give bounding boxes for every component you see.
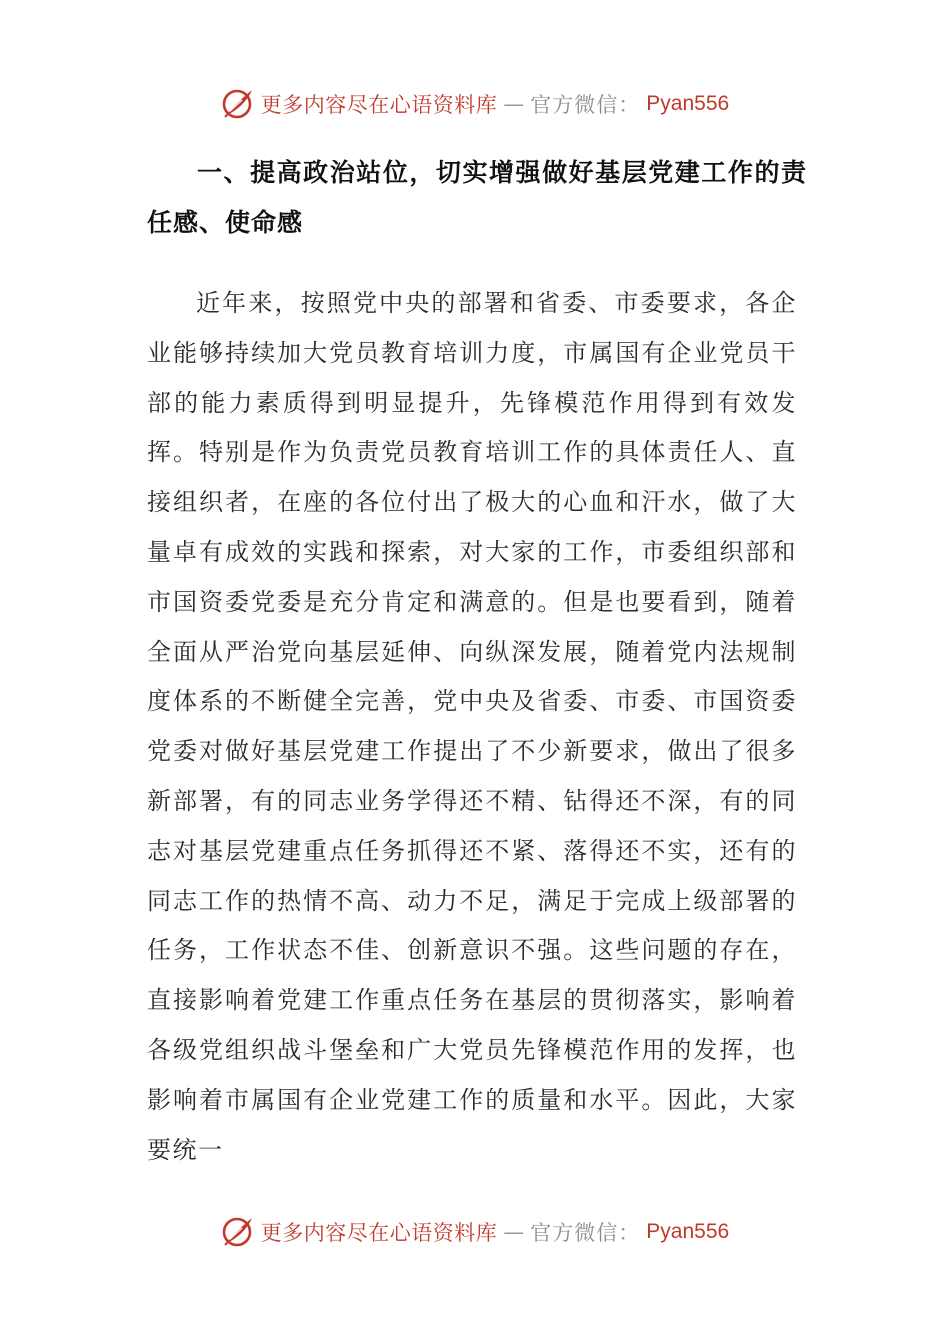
footer-watermark [0, 1212, 950, 1252]
watermark-brand-text: 更多内容尽在心语资料库 [260, 93, 498, 117]
watermark-dash: — [503, 1220, 525, 1244]
watermark-brand-text: 更多内容尽在心语资料库 [260, 1221, 498, 1245]
quill-pen-logo-icon [221, 1215, 255, 1249]
body-paragraph: 近年来，按照党中央的部署和省委、市委要求，各企业能够持续加大党员教育培训力度，市属国有企业党员干部的能力素质得到明显提升，先锋模范作用得到有效发挥。特别是作为负责党员教育培训工作的具体责任人、直接组织者，在座的各位付出了极大的心血和汗水，做了大量卓有成效的实践和探索，对大家的工作，市委组织部和市国资委党委是充分肯定和满意的。但是也要看到，随着全面从严治党向基层延伸、向纵深发展，随着党内法规制度体系的不断健全完善，党中央及省委、市委、市国资委党委对做好基层党建工作提出了不少新要求，做出了很多新部署，有的同志业务学得还不精、钻得还不深，有的同志对基层党建重点任务抓得还不紧、落得还不实，还有的同志工作的热情不高、动力不足，满足于完成上级部署的任务，工作状态不佳、创新意识不强。这些问题的存在，直接影响着党建工作重点任务在基层的贯彻落实，影响着各级党组织战斗堡垒和广大党员先锋模范作用的发挥，也影响着市属国有企业党建工作的质量和水平。因此，大家要统一 [147, 289, 797, 1164]
section-heading: 一、提高政治站位，切实增强做好基层党建工作的责任感、使命感 [147, 158, 807, 237]
watermark-wechat-id: Pyan556 [646, 1220, 730, 1243]
watermark-dash: — [503, 92, 525, 116]
watermark-label: 官方微信： [530, 1221, 641, 1245]
header-watermark [0, 84, 950, 124]
watermark-wechat-id: Pyan556 [646, 92, 730, 115]
watermark-label: 官方微信： [530, 93, 641, 117]
quill-pen-logo-icon [221, 87, 255, 121]
